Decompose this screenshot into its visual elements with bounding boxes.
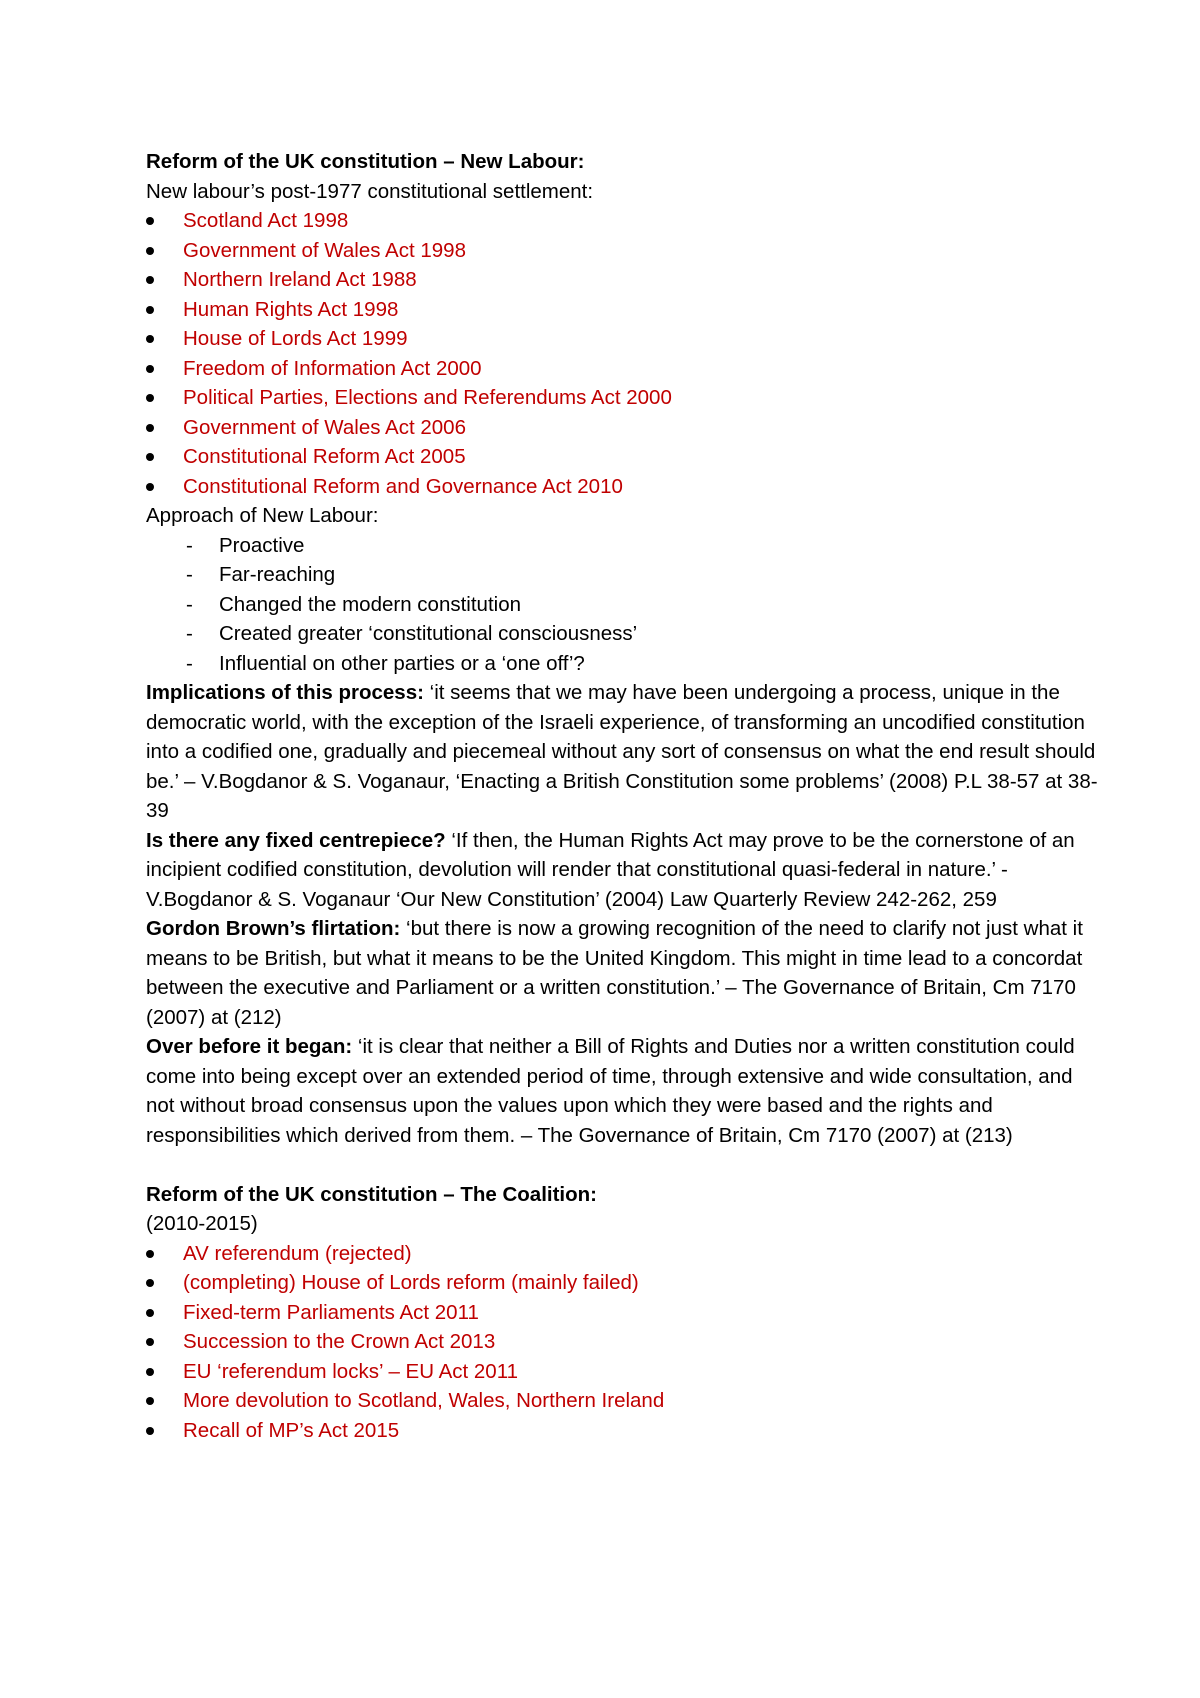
list-item: More devolution to Scotland, Wales, Northern Ireland — [146, 1386, 1106, 1416]
list-item: Human Rights Act 1998 — [146, 295, 1106, 325]
bullet-icon — [146, 276, 154, 284]
list-item: EU ‘referendum locks’ – EU Act 2011 — [146, 1357, 1106, 1387]
list-item: Fixed-term Parliaments Act 2011 — [146, 1298, 1106, 1328]
list-item: Freedom of Information Act 2000 — [146, 354, 1106, 384]
list-item: Recall of MP’s Act 2015 — [146, 1416, 1106, 1446]
list-item: Government of Wales Act 2006 — [146, 413, 1106, 443]
bullet-icon — [146, 1338, 154, 1346]
bullet-icon — [146, 1397, 154, 1405]
bullet-icon — [146, 394, 154, 402]
list-item: - Proactive — [146, 531, 1106, 561]
new-labour-acts-list — [146, 206, 1106, 501]
approach-label: Approach of New Labour: — [146, 504, 379, 527]
approach-list — [146, 531, 1106, 679]
bullet-icon — [146, 1250, 154, 1258]
list-item: Scotland Act 1998 — [146, 206, 1106, 236]
list-item: Constitutional Reform Act 2005 — [146, 442, 1106, 472]
centrepiece-paragraph: Is there any fixed centrepiece? ‘If then, the Human Rights Act may prove to be the cornerstone of an incipient codified constitution, devolution will render that constitutional quasi-federal in nature.’ - V.Bogdanor & S. Voganaur ‘Our New Constitution’ (2004) Law Quarterly Review 242-262, 259 — [146, 828, 1075, 911]
bullet-icon — [146, 453, 154, 461]
bullet-icon — [146, 247, 154, 255]
section1-intro: New labour’s post-1977 constitutional settlement: — [146, 179, 594, 203]
blank-line — [146, 1150, 1106, 1180]
list-item: - Far-reaching — [146, 560, 1106, 590]
bullet-icon — [146, 1279, 154, 1287]
over-before-paragraph: Over before it began: ‘it is clear that neither a Bill of Rights and Duties nor a written constitution could come into being except over an extended period of time, through extensive and wide consultation, and not without broad consensus upon the values upon which they were based and the rights and responsibilities which derived from them. – The Governance of Britain, Cm 7170 (2007) at (213) — [146, 1035, 1075, 1147]
bullet-icon — [146, 424, 154, 432]
bullet-icon — [146, 365, 154, 373]
list-item: - Created greater ‘constitutional consciousness’ — [146, 619, 1106, 649]
bullet-icon — [146, 483, 154, 491]
section1-heading: Reform of the UK constitution – New Labour: — [146, 150, 585, 173]
list-item: Northern Ireland Act 1988 — [146, 265, 1106, 295]
gordon-brown-paragraph: Gordon Brown’s flirtation: ‘but there is now a growing recognition of the need to clarify not just what it means to be British, but what it means to be the United Kingdom. This might in time lead to a concordat between the executive and Parliament or a written constitution.’ – The Governance of Britain, Cm 7170 (2007) at (212) — [146, 917, 1083, 1029]
dash-marker: - — [186, 651, 193, 675]
bullet-icon — [146, 1368, 154, 1376]
document-page — [146, 147, 1106, 1445]
implications-paragraph: Implications of this process: ‘it seems that we may have been undergoing a process, unique in the democratic world, with the exception of the Israeli experience, of transforming an uncodified constitution into a codified one, gradually and piecemeal without any sort of consensus on what the end result should be.’ – V.Bogdanor & S. Voganaur, ‘Enacting a British Constitution some problems’ (2008) P.L 38-57 at 38-39 — [146, 681, 1098, 822]
list-item: (completing) House of Lords reform (mainly failed) — [146, 1268, 1106, 1298]
list-item: - Changed the modern constitution — [146, 590, 1106, 620]
dash-marker: - — [186, 533, 193, 557]
dash-marker: - — [186, 622, 193, 645]
list-item: - Influential on other parties or a ‘one off’? — [146, 649, 1106, 679]
coalition-reforms-list — [146, 1239, 1106, 1446]
list-item: AV referendum (rejected) — [146, 1239, 1106, 1269]
bullet-icon — [146, 217, 154, 225]
list-item: House of Lords Act 1999 — [146, 324, 1106, 354]
list-item: Succession to the Crown Act 2013 — [146, 1327, 1106, 1357]
list-item: Constitutional Reform and Governance Act 2010 — [146, 472, 1106, 502]
dash-marker: - — [186, 563, 193, 586]
section2-heading: Reform of the UK constitution – The Coalition: — [146, 1182, 597, 1206]
bullet-icon — [146, 1309, 154, 1317]
section2-period: (2010-2015) — [146, 1212, 258, 1235]
bullet-icon — [146, 306, 154, 314]
bullet-icon — [146, 1427, 154, 1435]
bullet-icon — [146, 335, 154, 343]
list-item: Political Parties, Elections and Referendums Act 2000 — [146, 383, 1106, 413]
dash-marker: - — [186, 592, 193, 616]
list-item: Government of Wales Act 1998 — [146, 236, 1106, 266]
